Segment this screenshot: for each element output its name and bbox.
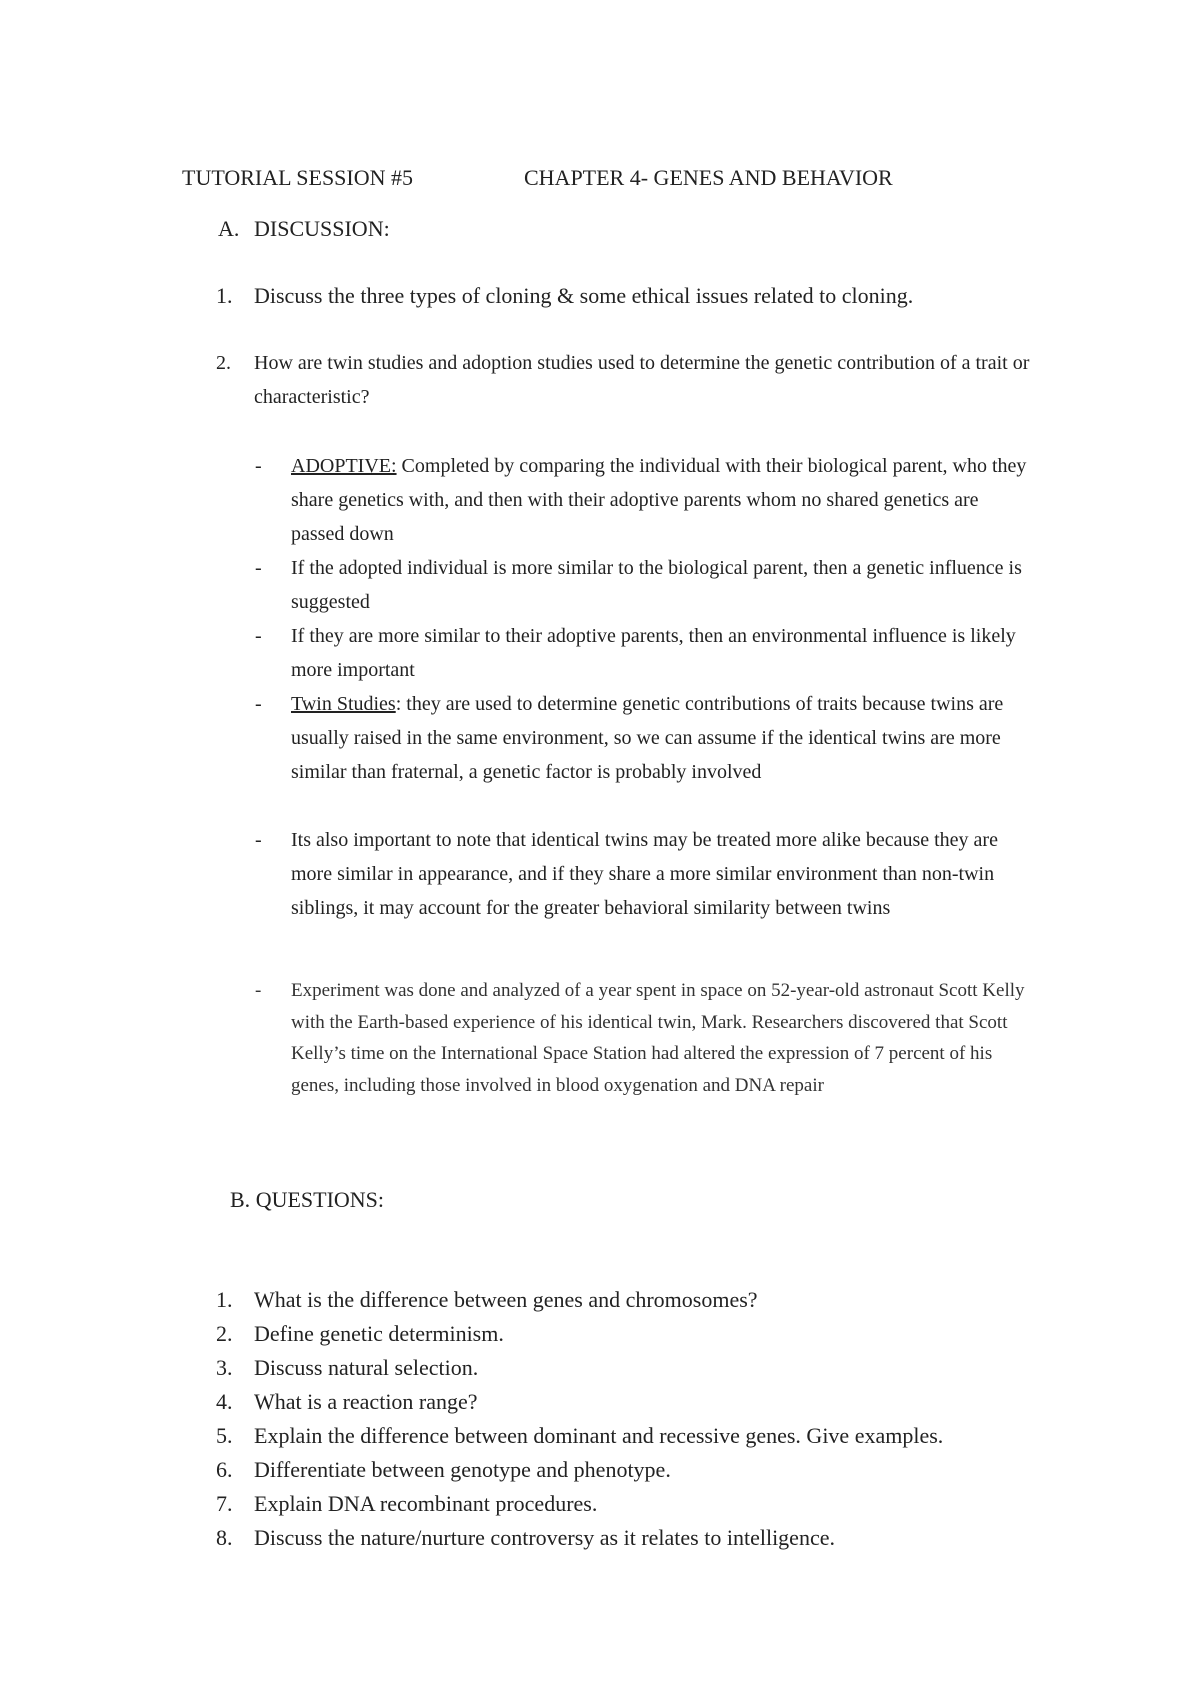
bullet-label: Twin Studies xyxy=(291,693,396,715)
question-number: 6. xyxy=(216,1457,233,1482)
discussion-item-text: Discuss the three types of cloning & some ethical issues related to cloning. xyxy=(254,283,914,308)
discussion-item-number: 2. xyxy=(216,352,231,374)
question-number: 5. xyxy=(216,1423,233,1448)
bullet-text: Experiment was done and analyzed of a year spent in space on 52-year-old astronaut Scott Kelly with the Earth-based experience of his identical twin, Mark. Researchers discovered that Scott Kelly’s time on the International Space Station had altered the expression of 7 percent of his genes, including those involved in blood oxygenation and DNA repair xyxy=(291,980,1025,1096)
section-a-title: DISCUSSION: xyxy=(254,216,390,241)
bullet-dash: - xyxy=(255,980,262,1001)
discussion-item-text: How are twin studies and adoption studies used to determine the genetic contribution of a trait or characteristic? xyxy=(254,352,1030,408)
bullet-text: Its also important to note that identical twins may be treated more alike because they are more similar in appearance, and if they share a more similar environment than non-twin siblings, it may account for the greater behavioral similarity between twins xyxy=(291,829,998,919)
bullet-body: : they are used to determine genetic contributions of traits because twins are usually raised in the same environment, so we can assume if the identical twins are more similar than fraternal, a genetic factor is probably involved xyxy=(291,693,1004,783)
bullet-dash: - xyxy=(255,625,262,647)
question-text: Explain the difference between dominant and recessive genes. Give examples. xyxy=(254,1423,944,1448)
bullet-body: Completed by comparing the individual with their biological parent, who they share genetics with, and then with their adoptive parents whom no shared genetics are passed down xyxy=(291,455,1027,545)
chapter-title: CHAPTER 4- GENES AND BEHAVIOR xyxy=(524,165,893,190)
section-b-letter: B. xyxy=(230,1187,251,1212)
bullet-text: If they are more similar to their adoptive parents, then an environmental influence is likely more important xyxy=(291,625,1016,681)
section-b-heading xyxy=(230,1186,384,1214)
question-number: 3. xyxy=(216,1355,233,1380)
bullet-dash: - xyxy=(255,693,262,715)
bullet-label: ADOPTIVE: xyxy=(291,455,397,477)
session-title: TUTORIAL SESSION #5 xyxy=(182,165,414,190)
question-text: Differentiate between genotype and phenotype. xyxy=(254,1457,671,1482)
bullet-dash: - xyxy=(255,557,262,579)
question-number: 4. xyxy=(216,1389,233,1414)
section-a-letter: A. xyxy=(218,216,240,241)
section-b-title: QUESTIONS: xyxy=(255,1187,385,1212)
bullet-dash: - xyxy=(255,829,262,851)
section-a-heading xyxy=(218,215,390,243)
question-number: 1. xyxy=(216,1287,233,1312)
question-text: What is the difference between genes and chromosomes? xyxy=(254,1287,758,1312)
discussion-item-number: 1. xyxy=(216,283,233,308)
bullet-text xyxy=(291,687,1031,789)
bullet-text: If the adopted individual is more similar to the biological parent, then a genetic influence is suggested xyxy=(291,557,1022,613)
question-text: What is a reaction range? xyxy=(254,1389,478,1414)
question-text: Discuss the nature/nurture controversy as it relates to intelligence. xyxy=(254,1525,835,1550)
question-number: 8. xyxy=(216,1525,233,1550)
question-number: 2. xyxy=(216,1321,233,1346)
question-text: Discuss natural selection. xyxy=(254,1355,479,1380)
bullet-text xyxy=(291,449,1031,551)
question-number: 7. xyxy=(216,1491,233,1516)
bullet-dash: - xyxy=(255,455,262,477)
question-text: Define genetic determinism. xyxy=(254,1321,504,1346)
question-text: Explain DNA recombinant procedures. xyxy=(254,1491,598,1516)
